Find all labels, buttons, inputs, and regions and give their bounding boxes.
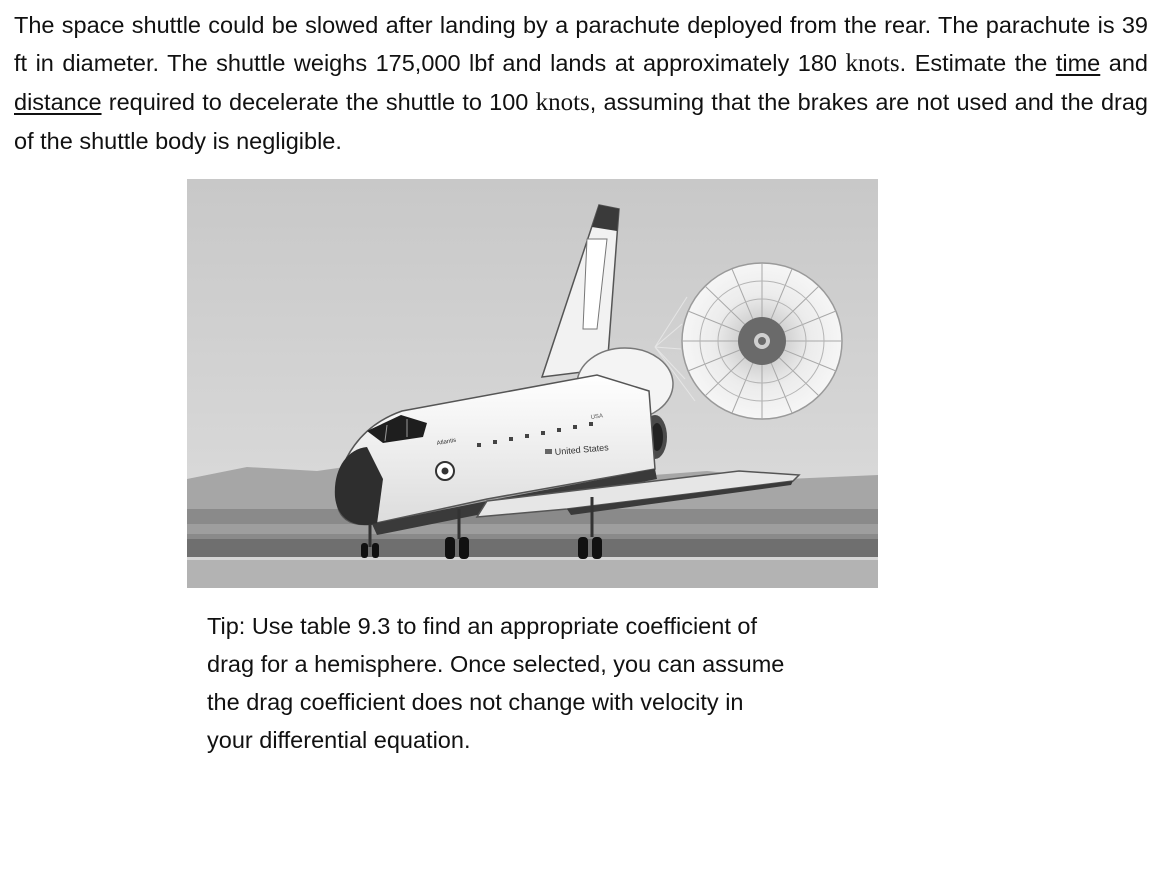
underlined-time: time — [1055, 50, 1101, 76]
runway — [187, 557, 878, 588]
tip-line-1: Tip: Use table 9.3 to find an appropriate coefficient of — [207, 613, 757, 639]
unit-knots-2: knots — [535, 89, 590, 116]
parachute — [682, 263, 842, 419]
body-lettering: United States — [554, 442, 609, 457]
shuttle-photo-drawing — [187, 179, 878, 588]
tip-text — [207, 607, 867, 759]
problem-text-5: , assuming that the brakes are not used and the drag of the shuttle body is negligible. — [14, 89, 1148, 154]
unit-knots-1: knots — [845, 50, 900, 77]
problem-text-3: and — [1100, 50, 1148, 76]
tip-line-2: drag for a hemisphere. Once selected, you can assume — [207, 651, 785, 677]
tip-line-4: your differential equation. — [207, 727, 471, 753]
shuttle-photo — [187, 179, 878, 588]
orbiter-name-lettering: Atlantis — [436, 437, 457, 447]
wing-lettering: USA — [590, 413, 604, 421]
underlined-distance: distance — [14, 89, 102, 115]
tip-line-3: the drag coefficient does not change with velocity in — [207, 689, 744, 715]
problem-statement — [14, 6, 1148, 160]
problem-text-4: required to decelerate the shuttle to 100 — [101, 89, 536, 115]
problem-text-1: The space shuttle could be slowed after landing by a parachute deployed from the rear. The parachute is 39 ft in diameter. The shuttle weighs 175,000 lbf and lands at approximately 180 — [14, 12, 1148, 76]
problem-text-2: . Estimate the — [899, 50, 1056, 76]
